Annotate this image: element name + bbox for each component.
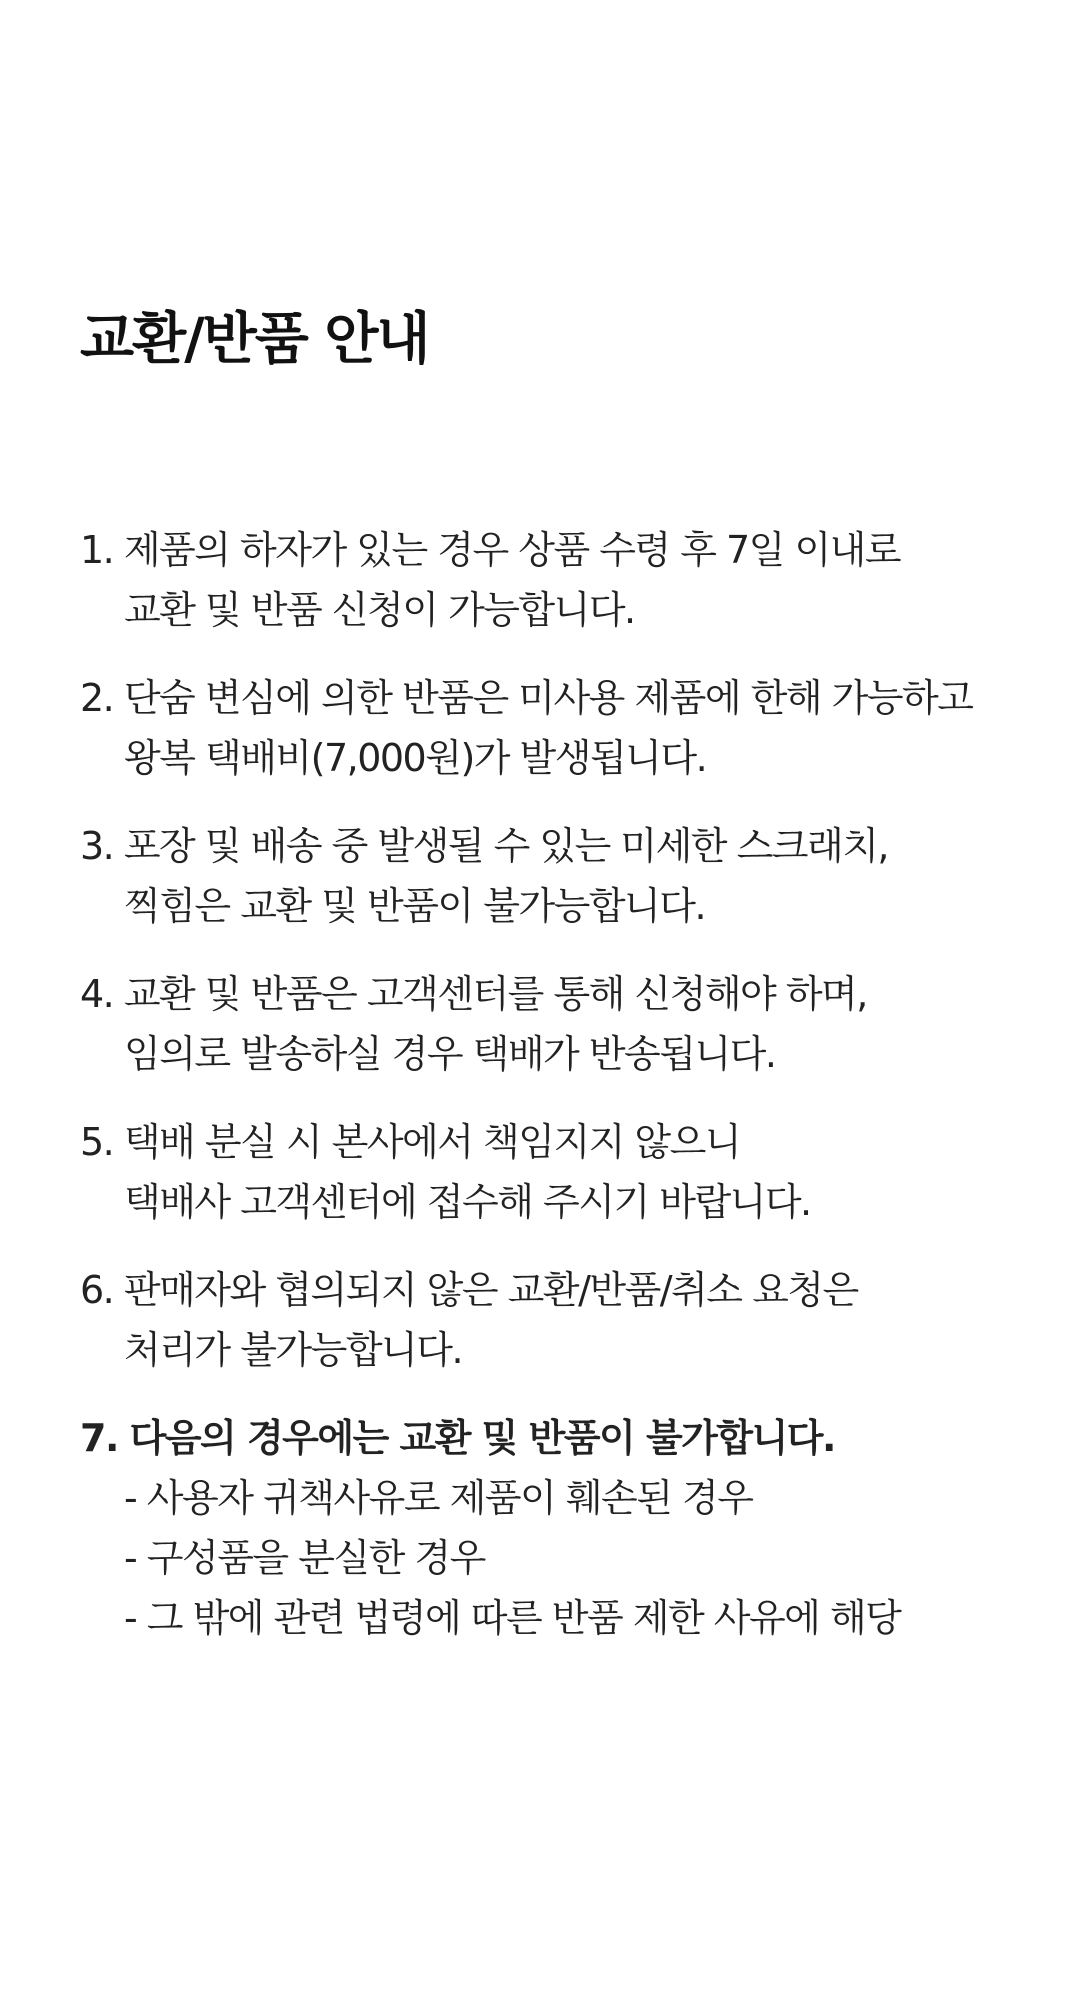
notice-item-6-line-2: 처리가 불가능합니다. <box>124 1328 463 1372</box>
notice-item-7-sub-3: - 그 밖에 관련 법령에 따른 반품 제한 사유에 해당 <box>124 1596 901 1640</box>
notice-item-5 <box>80 1112 1000 1232</box>
notice-item-5-line-1: 5. 택배 분실 시 본사에서 책임지지 않으니 <box>80 1120 741 1164</box>
notice-item-1-line-1: 1. 제품의 하자가 있는 경우 상품 수령 후 7일 이내로 <box>80 528 901 572</box>
notice-item-3 <box>80 816 1000 936</box>
notice-item-5-line-2: 택배사 고객센터에 접수해 주시기 바랍니다. <box>124 1180 811 1224</box>
notice-item-6 <box>80 1260 1000 1380</box>
notice-item-4-line-2: 임의로 발송하실 경우 택배가 반송됩니다. <box>124 1032 776 1076</box>
notice-item-3-line-1: 3. 포장 및 배송 중 발생될 수 있는 미세한 스크래치, <box>80 824 889 868</box>
notice-item-7 <box>80 1408 1000 1648</box>
notice-item-2-line-1: 2. 단숨 변심에 의한 반품은 미사용 제품에 한해 가능하고 <box>80 676 973 720</box>
notice-item-4 <box>80 964 1000 1084</box>
notice-item-6-line-1: 6. 판매자와 협의되지 않은 교환/반품/취소 요청은 <box>80 1268 858 1312</box>
notice-item-4-line-1: 4. 교환 및 반품은 고객센터를 통해 신청해야 하며, <box>80 972 867 1016</box>
notice-item-7-sub-1: - 사용자 귀책사유로 제품이 훼손된 경우 <box>124 1476 753 1520</box>
notice-item-2 <box>80 668 1000 788</box>
notice-item-1 <box>80 520 1000 640</box>
notice-item-7-sub-2: - 구성품을 분실한 경우 <box>124 1536 485 1580</box>
notice-item-2-line-2: 왕복 택배비(7,000원)가 발생됩니다. <box>124 736 707 780</box>
notice-item-1-line-2: 교환 및 반품 신청이 가능합니다. <box>124 588 635 632</box>
notice-item-7-heading: 7. 다음의 경우에는 교환 및 반품이 불가합니다. <box>80 1416 835 1460</box>
page-title: 교환/반품 안내 <box>80 307 429 372</box>
notice-item-3-line-2: 찍힘은 교환 및 반품이 불가능합니다. <box>124 884 706 928</box>
